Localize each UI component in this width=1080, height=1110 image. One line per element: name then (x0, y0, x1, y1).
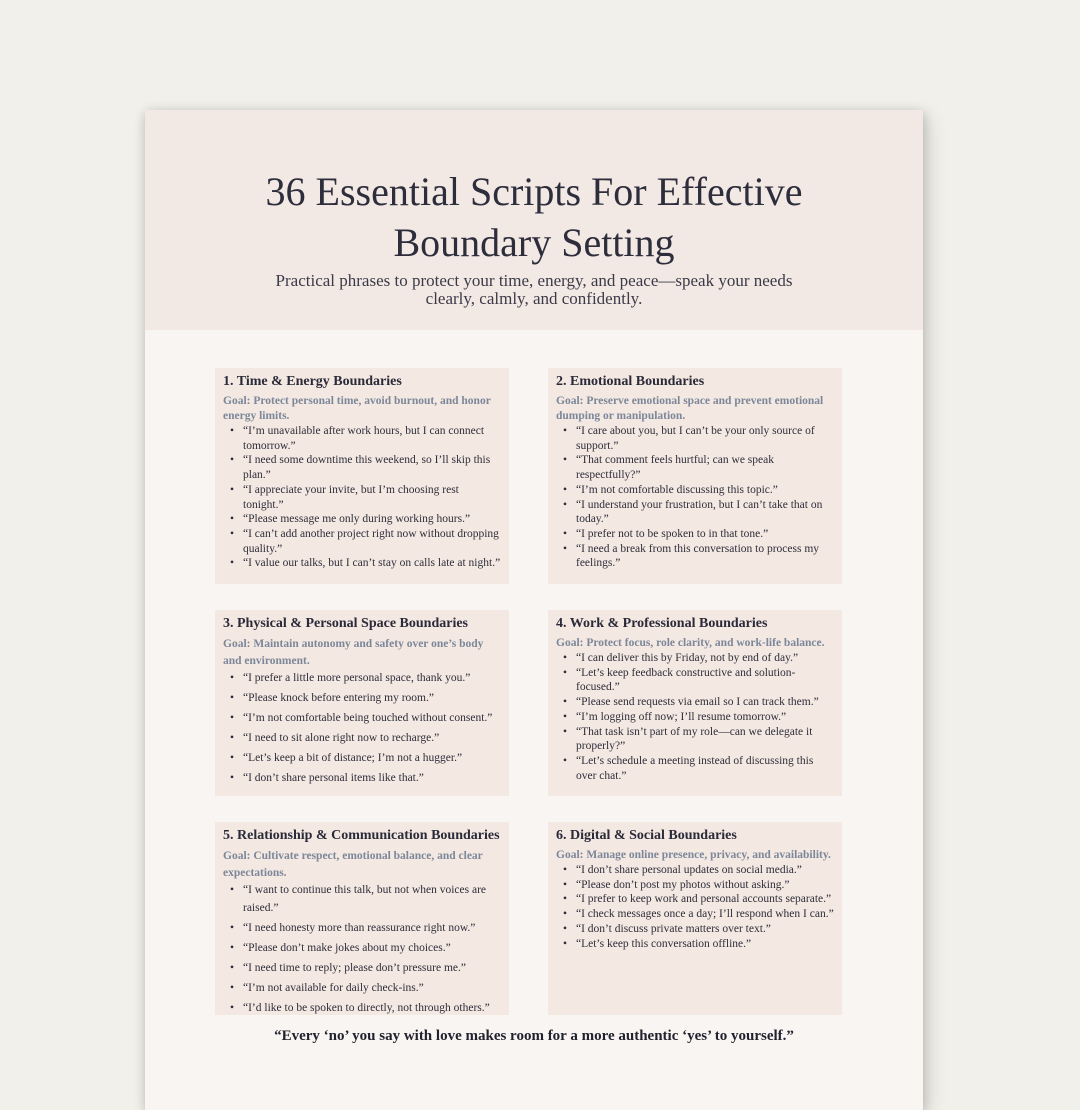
list-item: • “I don’t discuss private matters over text.” (556, 922, 834, 937)
list-item: • “I prefer a little more personal space, thank you.” (223, 670, 501, 688)
page-subtitle (245, 272, 823, 308)
list-item: • “I can deliver this by Friday, not by end of day.” (556, 651, 834, 666)
list-item: • “I need a break from this conversation to process my feelings.” (556, 542, 834, 571)
closing-quote: “Every ‘no’ you say with love makes room for a more authentic ‘yes’ to yourself.” (274, 1028, 794, 1044)
list-item: • “I need honesty more than reassurance right now.” (223, 920, 501, 938)
section-card-digital-social (548, 822, 842, 1015)
section-card-relationship-communication (215, 822, 509, 1015)
list-item: • “I appreciate your invite, but I’m choosing rest tonight.” (223, 483, 501, 512)
list-item: • “Please don’t post my photos without asking.” (556, 878, 834, 893)
list-item: • “I want to continue this talk, but not when voices are raised.” (223, 882, 501, 917)
list-item: • “Let’s schedule a meeting instead of discussing this over chat.” (556, 754, 834, 783)
subtitle-line-1: Practical phrases to protect your time, energy, and peace—speak your needs (275, 271, 793, 290)
section-goal: Goal: Manage online presence, privacy, and availability. (556, 849, 831, 861)
worksheet-page (145, 110, 923, 1110)
section-card-physical-space (215, 610, 509, 796)
list-item: • “I care about you, but I can’t be your only source of support.” (556, 424, 834, 453)
section-card-work-professional (548, 610, 842, 796)
list-item: • “Please message me only during working hours.” (223, 512, 501, 527)
page-title (145, 166, 923, 268)
section-heading: 6. Digital & Social Boundaries (556, 828, 737, 843)
list-item: • “Please knock before entering my room.” (223, 690, 501, 708)
list-item: • “I’d like to be spoken to directly, not through others.” (223, 1000, 501, 1018)
list-item: • “Let’s keep feedback constructive and solution-focused.” (556, 666, 834, 695)
script-list (556, 424, 834, 571)
list-item: • “I check messages once a day; I’ll respond when I can.” (556, 907, 834, 922)
list-item: • “I need some downtime this weekend, so I’ll skip this plan.” (223, 453, 501, 482)
section-heading: 4. Work & Professional Boundaries (556, 616, 768, 631)
list-item: • “I can’t add another project right now without dropping quality.” (223, 527, 501, 556)
list-item: • “I don’t share personal updates on social media.” (556, 863, 834, 878)
list-item: • “I’m not comfortable being touched without consent.” (223, 710, 501, 728)
list-item: • “I don’t share personal items like that.” (223, 770, 501, 788)
subtitle-line-2: clearly, calmly, and confidently. (425, 289, 643, 308)
page-header (145, 110, 923, 330)
script-list (556, 863, 834, 951)
list-item: • “Please send requests via email so I can track them.” (556, 695, 834, 710)
list-item: • “I’m unavailable after work hours, but I can connect tomorrow.” (223, 424, 501, 453)
list-item: • “I’m logging off now; I’ll resume tomorrow.” (556, 710, 834, 725)
list-item: • “Please don’t make jokes about my choices.” (223, 940, 501, 958)
list-item: • “I’m not comfortable discussing this topic.” (556, 483, 834, 498)
section-heading: 2. Emotional Boundaries (556, 374, 705, 389)
script-list (223, 424, 501, 571)
title-line-2: Boundary Setting (393, 220, 675, 265)
section-goal: Goal: Maintain autonomy and safety over one’s body and environment. (223, 638, 484, 667)
list-item: • “I value our talks, but I can’t stay on calls late at night.” (223, 556, 501, 571)
list-item: • “I prefer not to be spoken to in that tone.” (556, 527, 834, 542)
list-item: • “I understand your frustration, but I can’t take that on today.” (556, 498, 834, 527)
list-item: • “I need to sit alone right now to recharge.” (223, 730, 501, 748)
section-goal: Goal: Protect focus, role clarity, and work-life balance. (556, 637, 825, 649)
section-card-emotional (548, 368, 842, 584)
section-heading: 5. Relationship & Communication Boundaries (223, 828, 500, 843)
list-item: • “I prefer to keep work and personal accounts separate.” (556, 892, 834, 907)
script-list (556, 651, 834, 783)
list-item: • “That task isn’t part of my role—can we delegate it properly?” (556, 725, 834, 754)
title-line-1: 36 Essential Scripts For Effective (265, 169, 803, 214)
list-item: • “That comment feels hurtful; can we speak respectfully?” (556, 453, 834, 482)
list-item: • “Let’s keep this conversation offline.” (556, 937, 834, 952)
section-goal: Goal: Preserve emotional space and prevent emotional dumping or manipulation. (556, 395, 824, 422)
section-goal: Goal: Cultivate respect, emotional balance, and clear expectations. (223, 850, 483, 879)
list-item: • “I need time to reply; please don’t pressure me.” (223, 960, 501, 978)
list-item: • “I’m not available for daily check-ins.” (223, 980, 501, 998)
script-list (223, 670, 501, 788)
list-item: • “Let’s keep a bit of distance; I’m not a hugger.” (223, 750, 501, 768)
script-list (223, 882, 501, 1017)
section-goal: Goal: Protect personal time, avoid burnout, and honor energy limits. (223, 395, 491, 422)
section-card-time-energy (215, 368, 509, 584)
section-heading: 3. Physical & Personal Space Boundaries (223, 616, 469, 631)
section-heading: 1. Time & Energy Boundaries (223, 374, 402, 389)
